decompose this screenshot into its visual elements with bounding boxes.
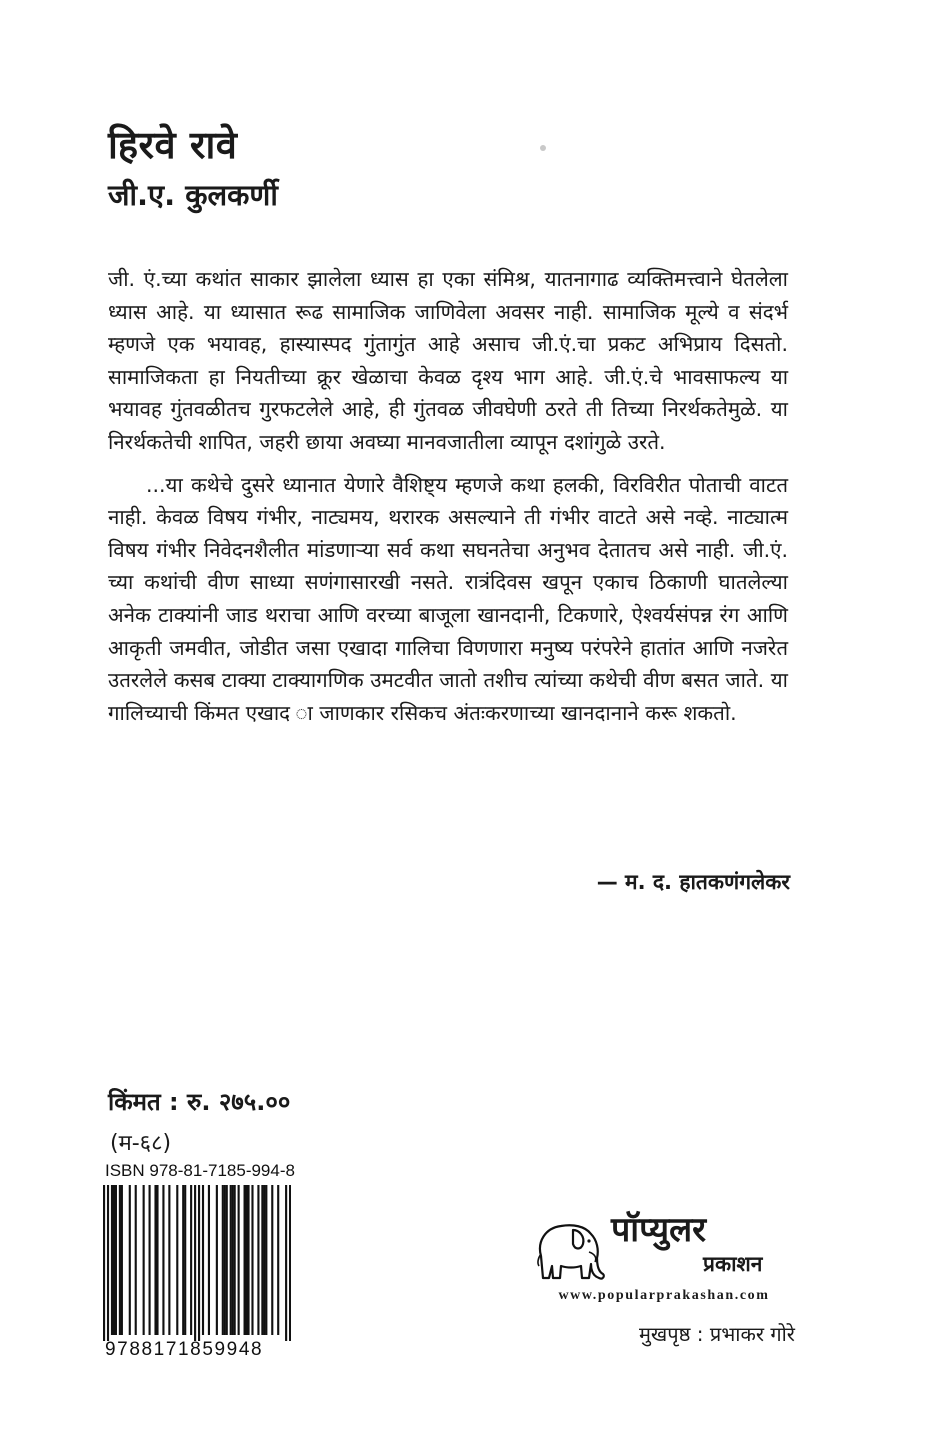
barcode-bar <box>251 1185 253 1335</box>
barcode-bar <box>113 1185 115 1335</box>
barcode-bar <box>156 1185 158 1335</box>
cover-credit: मुखपृष्ठ : प्रभाकर गोरे <box>638 1322 795 1346</box>
publisher-website: www.popularprakashan.com <box>558 1288 770 1303</box>
barcode-bar <box>271 1185 273 1335</box>
barcode-bar <box>176 1185 178 1335</box>
barcode-bar <box>257 1185 259 1335</box>
barcode-bar <box>261 1185 263 1335</box>
barcode-bar <box>216 1185 218 1335</box>
barcode-bar <box>119 1185 121 1335</box>
barcode-bar <box>224 1185 226 1335</box>
barcode-bar <box>135 1185 137 1335</box>
barcode-bar <box>226 1185 228 1335</box>
blurb-paragraph-1: जी. एं.च्या कथांत साकार झालेला ध्यास हा एका संमिश्र, यातनागाढ व्यक्तिमत्त्वाने घेतलेला ध्यास आहे. या ध्यासात रूढ सामाजिक जाणिवेला अवसर नाही. सामाजिक मूल्ये व संदर्भ म्हणजे एक भयावह, हास्यास्पद गुंतागुंत आहे असाच जी.एं.चा प्रकट अभिप्राय दिसतो. सामाजिकता हा नियतीच्या क्रूर खेळाचा केवळ दृश्य भाग आहे. जी.एं.चे भावसाफल्य या भयावह गुंतवळीतच गुरफटलेले आहे, ही गुंतवळ जीवघेणी ठरते ती तिच्या निरर्थकतेमुळे. या निरर्थकतेची शापित, जहरी छाया अवघ्या मानवजातीला व्यापून दशांगुळे उरते. <box>108 267 788 454</box>
barcode-bar <box>238 1185 240 1335</box>
blurb-attribution: — म. द. हातकणंगलेकर <box>596 870 790 894</box>
barcode-bar <box>232 1185 234 1335</box>
barcode-bar <box>247 1185 249 1335</box>
isbn-barcode <box>103 1161 295 1368</box>
barcode-bar <box>154 1185 156 1335</box>
barcode-bar <box>129 1185 131 1335</box>
barcode-bar <box>121 1185 123 1335</box>
barcode-bar <box>245 1185 247 1335</box>
book-title: हिरवे रावे <box>108 123 238 167</box>
barcode-bar <box>182 1185 184 1335</box>
blurb-paragraph-2: ...या कथेचे दुसरे ध्यानात येणारे वैशिष्ट्य म्हणजे कथा हलकी, विरविरीत पोताची वाटत नाही. केवळ विषय गंभीर, नाट्यमय, थरारक असल्याने ती गंभीर वाटते असे नव्हे. नाट्यात्म विषय गंभीर निवेदनशैलीत मांडणाऱ्या सर्व कथा सघनतेचा अनुभव देतातच असे नाही. जी.एं. च्या कथांची वीण साध्या सणंगासारखी नसते. रात्रंदिवस खपून एकाच ठिकाणी घातलेल्या अनेक टाक्यांनी जाड थराचा आणि वरच्या बाजूला खानदानी, टिकणारे, ऐश्वर्यसंपन्न रंग आणि आकृती जमवीत, जोडीत जसा एखादा गालिचा विणणारा मनुष्य परंपरेने हातांत आणि नजरेत उतरलेले कसब टाक्या टाक्यागणिक उमटवीत जातो तशीच त्यांच्या कथेची वीण बसत जाते. या गालिच्याची किंमत एखाद ा जाणकार रसिकच अंतःकरणाच्या खानदानाने करू शकतो. <box>108 472 788 725</box>
isbn-label: ISBN 978-81-7185-994-8 <box>105 1161 295 1180</box>
barcode-bar <box>222 1185 224 1335</box>
barcode-bar <box>265 1185 267 1335</box>
barcode-bar <box>115 1185 117 1335</box>
barcode-bars-icon <box>103 1185 291 1341</box>
paper-speck <box>540 145 546 151</box>
elephant-icon <box>533 1208 609 1288</box>
price: किंमत : रु. २७५.०० <box>108 1088 291 1116</box>
barcode-bar <box>198 1185 200 1341</box>
barcode-bar <box>184 1185 186 1335</box>
barcode-bar <box>194 1185 196 1341</box>
barcode-bar <box>143 1185 145 1335</box>
catalog-code: (म-६८) <box>110 1131 172 1156</box>
blurb <box>108 263 788 729</box>
barcode-bar <box>234 1185 236 1335</box>
barcode-bar <box>285 1185 287 1341</box>
barcode-bar <box>208 1185 210 1335</box>
publisher-subname: प्रकाशन <box>703 1252 763 1276</box>
barcode-bar <box>230 1185 232 1335</box>
book-author: जी.ए. कुलकर्णी <box>108 178 278 212</box>
barcode-bar <box>168 1185 170 1335</box>
barcode-digits: 9788171859948 <box>105 1339 264 1360</box>
publisher-logo <box>533 1208 795 1288</box>
barcode-bar <box>202 1185 204 1335</box>
barcode-bar <box>162 1185 164 1335</box>
barcode-bar <box>289 1185 291 1341</box>
barcode-bar <box>149 1185 151 1335</box>
barcode-bar <box>111 1185 113 1335</box>
publisher-name: पॉप्युलर <box>611 1210 707 1250</box>
barcode-bar <box>244 1185 246 1335</box>
barcode-bar <box>103 1185 105 1341</box>
barcode-bar <box>277 1185 279 1335</box>
barcode-bar <box>107 1185 109 1341</box>
barcode-bar <box>190 1185 192 1335</box>
barcode-bar <box>263 1185 265 1335</box>
